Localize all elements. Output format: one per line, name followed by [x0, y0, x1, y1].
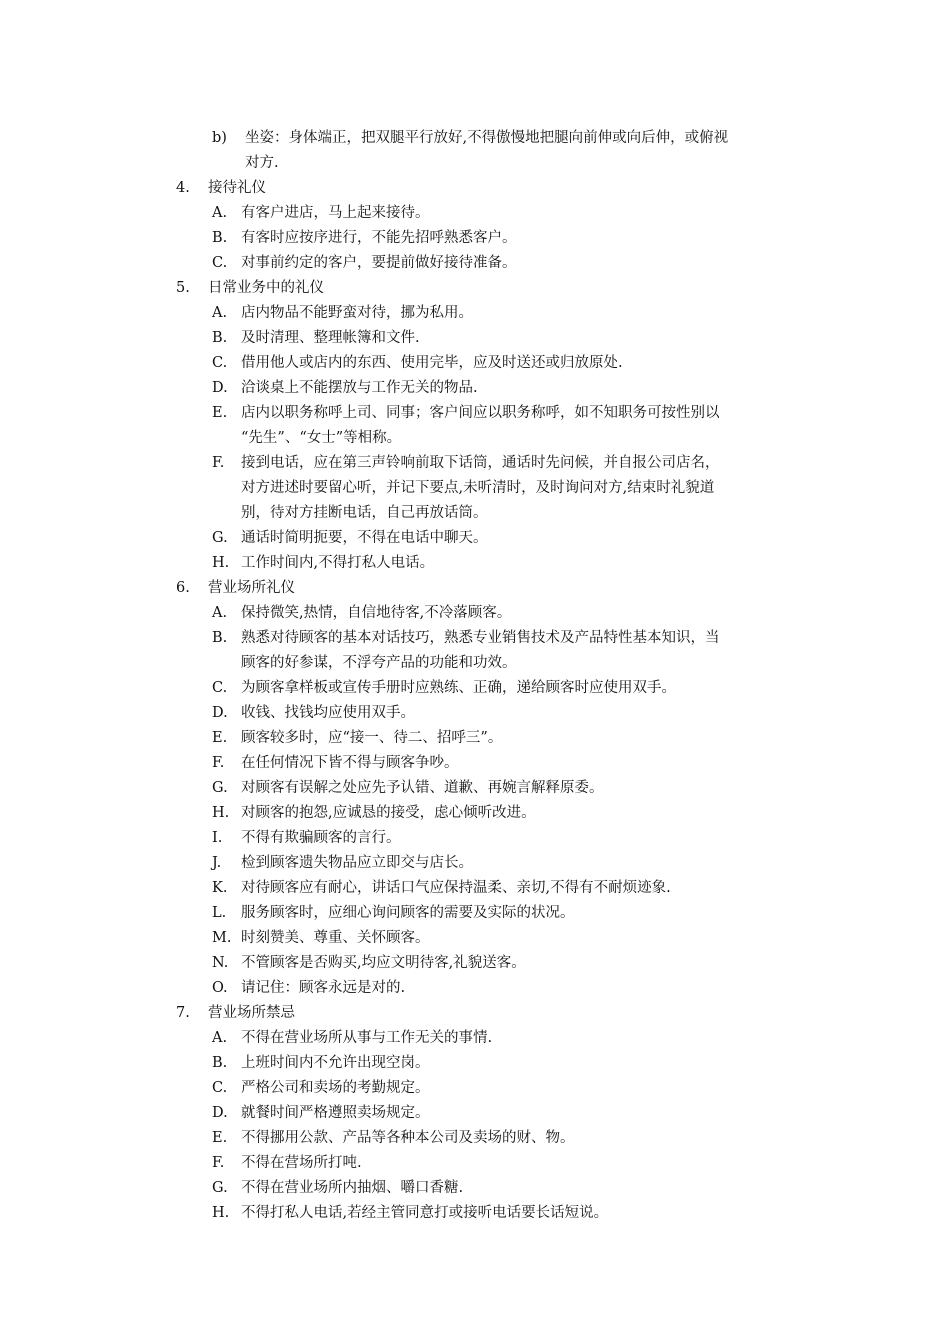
item-text: 对方.	[245, 155, 279, 171]
item-text: 不得挪用公款、产品等各种本公司及卖场的财、物。	[241, 1130, 575, 1146]
list-item-continuation	[0, 426, 950, 451]
item-text: 不得打私人电话,若经主管同意打或接听电话要长话短说。	[241, 1205, 609, 1221]
item-text: 收钱、找钱均应使用双手。	[241, 705, 415, 721]
item-text: 借用他人或店内的东西、使用完毕，应及时送还或归放原处.	[241, 355, 623, 371]
list-item	[0, 851, 950, 876]
section-number: 5.	[176, 280, 190, 296]
item-label: A.	[212, 605, 228, 621]
list-item	[0, 926, 950, 951]
item-text: 就餐时间严格遵照卖场规定。	[241, 1105, 430, 1121]
list-item	[0, 351, 950, 376]
list-item	[0, 1201, 950, 1226]
list-item	[0, 876, 950, 901]
list-item	[0, 1151, 950, 1176]
list-item	[0, 626, 950, 651]
list-item-continuation	[0, 476, 950, 501]
list-item	[0, 776, 950, 801]
section-heading	[0, 1001, 950, 1026]
item-text: 服务顾客时，应细心询问顾客的需要及实际的状况。	[241, 905, 575, 921]
item-text: “先生”、“女士”等相称。	[241, 430, 402, 446]
item-text: 不得有欺骗顾客的言行。	[241, 830, 401, 846]
item-label: K.	[212, 880, 228, 896]
item-label: B.	[212, 630, 228, 646]
item-text: 及时清理、整理帐簿和文件.	[241, 330, 420, 346]
list-item	[0, 301, 950, 326]
item-label: N.	[212, 955, 229, 971]
list-item	[0, 1051, 950, 1076]
list-item-b-sitting-posture	[0, 126, 950, 151]
item-label: H.	[212, 805, 230, 821]
list-item	[0, 201, 950, 226]
item-label: G.	[212, 530, 228, 546]
list-item	[0, 226, 950, 251]
list-item	[0, 951, 950, 976]
item-text: 在任何情况下皆不得与顾客争吵。	[241, 755, 459, 771]
list-item-continuation	[0, 151, 950, 176]
item-text: 洽谈桌上不能摆放与工作无关的物品.	[241, 380, 478, 396]
item-label: F.	[212, 755, 225, 771]
item-text: 别，待对方挂断电话，自己再放话筒。	[241, 505, 488, 521]
list-item-continuation	[0, 651, 950, 676]
item-text: 有客时应按序进行，不能先招呼熟悉客户。	[241, 230, 517, 246]
section-number: 7.	[176, 1005, 190, 1021]
item-label: E.	[212, 1130, 228, 1146]
item-label: b)	[212, 130, 227, 146]
list-item	[0, 526, 950, 551]
section-title: 日常业务中的礼仪	[208, 280, 324, 296]
document-body	[0, 126, 950, 1226]
list-item	[0, 326, 950, 351]
item-label: F.	[212, 455, 225, 471]
item-text: 店内以职务称呼上司、同事；客户间应以职务称呼，如不知职务可按性别以	[241, 405, 720, 421]
item-label: O.	[212, 980, 228, 996]
list-item	[0, 1101, 950, 1126]
item-text: 顾客的好参谋，不浮夸产品的功能和功效。	[241, 655, 517, 671]
item-label: L.	[212, 905, 227, 921]
item-label: C.	[212, 680, 228, 696]
list-item	[0, 601, 950, 626]
item-label: E.	[212, 405, 228, 421]
item-text: 时刻赞美、尊重、关怀顾客。	[241, 930, 430, 946]
list-item	[0, 451, 950, 476]
section-title: 营业场所禁忌	[208, 1005, 295, 1021]
list-item	[0, 701, 950, 726]
list-item	[0, 801, 950, 826]
list-item	[0, 401, 950, 426]
section-number: 4.	[176, 180, 190, 196]
item-label: F.	[212, 1155, 225, 1171]
list-item	[0, 551, 950, 576]
list-item	[0, 826, 950, 851]
item-label: I.	[212, 830, 223, 846]
list-item	[0, 901, 950, 926]
item-text: 严格公司和卖场的考勤规定。	[241, 1080, 430, 1096]
item-text: 不管顾客是否购买,均应文明待客,礼貌送客。	[241, 955, 526, 971]
item-label: E.	[212, 730, 228, 746]
list-item	[0, 751, 950, 776]
item-text: 保持微笑,热情，自信地待客,不冷落顾客。	[241, 605, 512, 621]
item-label: B.	[212, 230, 228, 246]
item-label: C.	[212, 1080, 228, 1096]
item-text: 顾客较多时，应“接一、待二、招呼三”。	[241, 730, 503, 746]
item-label: G.	[212, 1180, 228, 1196]
item-label: M.	[212, 930, 232, 946]
item-text: 店内物品不能野蛮对待，挪为私用。	[241, 305, 473, 321]
list-item	[0, 1176, 950, 1201]
item-text: 接到电话，应在第三声铃响前取下话筒，通话时先问候，并自报公司店名，	[241, 455, 720, 471]
item-label: H.	[212, 555, 230, 571]
item-text: 不得在营业场所内抽烟、嚼口香糖.	[241, 1180, 464, 1196]
item-text: 对顾客的抱怨,应诚恳的接受，虑心倾听改进。	[241, 805, 536, 821]
item-text: 请记住：顾客永远是对的.	[241, 980, 406, 996]
item-label: B.	[212, 330, 228, 346]
item-label: D.	[212, 380, 228, 396]
section-heading	[0, 576, 950, 601]
item-text: 坐姿：身体端正，把双腿平行放好,不得傲慢地把腿向前伸或向后伸，或俯视	[245, 130, 729, 146]
list-item	[0, 976, 950, 1001]
list-item	[0, 376, 950, 401]
item-text: 对方进述时要留心听，并记下要点,未听清时，及时询问对方,结束时礼貌道	[241, 480, 715, 496]
item-label: J.	[212, 855, 222, 871]
item-label: G.	[212, 780, 228, 796]
section-title: 营业场所礼仪	[208, 580, 295, 596]
list-item	[0, 726, 950, 751]
item-label: C.	[212, 355, 228, 371]
item-text: 上班时间内不允许出现空岗。	[241, 1055, 430, 1071]
item-label: B.	[212, 1055, 228, 1071]
list-item	[0, 676, 950, 701]
item-text: 对事前约定的客户，要提前做好接待准备。	[241, 255, 517, 271]
item-label: D.	[212, 705, 228, 721]
list-item	[0, 1076, 950, 1101]
list-item	[0, 1126, 950, 1151]
section-heading	[0, 276, 950, 301]
item-text: 检到顾客遗失物品应立即交与店长。	[241, 855, 473, 871]
list-item	[0, 1026, 950, 1051]
item-text: 通话时简明扼要，不得在电话中聊天。	[241, 530, 488, 546]
item-label: A.	[212, 1030, 228, 1046]
item-text: 对待顾客应有耐心，讲话口气应保持温柔、亲切,不得有不耐烦迹象.	[241, 880, 671, 896]
item-text: 有客户进店，马上起来接待。	[241, 205, 430, 221]
item-text: 对顾客有误解之处应先予认错、道歉、再婉言解释原委。	[241, 780, 604, 796]
list-item	[0, 251, 950, 276]
item-text: 工作时间内,不得打私人电话。	[241, 555, 435, 571]
item-label: C.	[212, 255, 228, 271]
item-text: 不得在营场所打吨.	[241, 1155, 362, 1171]
section-number: 6.	[176, 580, 190, 596]
item-text: 不得在营业场所从事与工作无关的事情.	[241, 1030, 493, 1046]
item-label: A.	[212, 205, 228, 221]
item-label: D.	[212, 1105, 228, 1121]
item-text: 为顾客拿样板或宣传手册时应熟练、正确，递给顾客时应使用双手。	[241, 680, 676, 696]
item-text: 熟悉对待顾客的基本对话技巧，熟悉专业销售技术及产品特性基本知识，当	[241, 630, 720, 646]
list-item-continuation	[0, 501, 950, 526]
section-heading	[0, 176, 950, 201]
section-title: 接待礼仪	[208, 180, 266, 196]
item-label: A.	[212, 305, 228, 321]
item-label: H.	[212, 1205, 230, 1221]
